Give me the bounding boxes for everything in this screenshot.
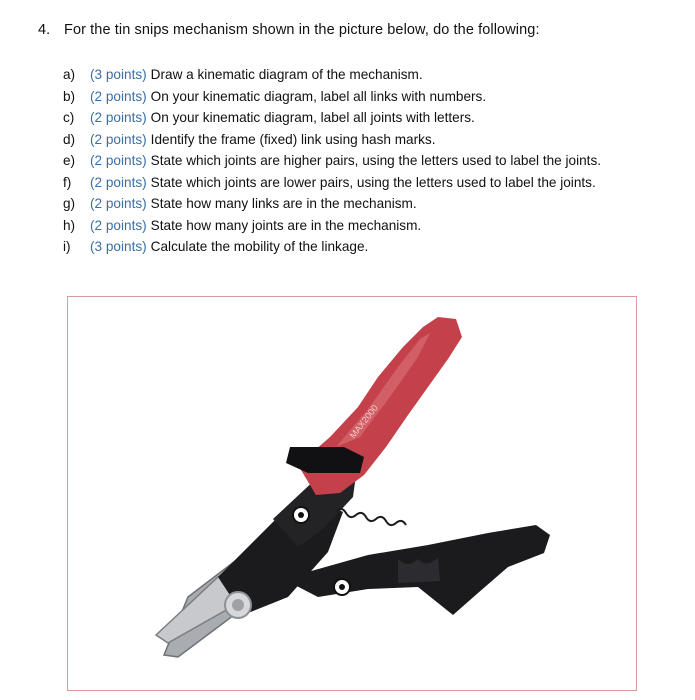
task-letter: i) [63, 239, 71, 254]
return-spring [336, 509, 406, 525]
task-points: (2 points) [90, 131, 147, 147]
task-item-f [63, 172, 601, 194]
task-points: (2 points) [90, 153, 147, 168]
main-pivot-bolt [225, 592, 251, 618]
task-text: State which joints are lower pairs, using the letters used to label the joints. [150, 174, 596, 190]
task-text: State how many links are in the mechanism. [150, 196, 417, 211]
task-list [63, 64, 601, 258]
task-letter: e) [63, 153, 76, 168]
question-header [38, 22, 540, 38]
task-points: (2 points) [90, 174, 147, 190]
lower-rivet [334, 579, 350, 595]
task-text: On your kinematic diagram, label all links with numbers. [150, 88, 487, 104]
task-item-h [63, 215, 601, 237]
task-points: (2 points) [90, 217, 147, 233]
task-item-b [63, 86, 601, 108]
task-letter: a) [63, 67, 76, 82]
task-letter: f) [63, 174, 72, 190]
task-text: Draw a kinematic diagram of the mechanism. [150, 67, 423, 82]
question-number: 4. [38, 22, 51, 38]
task-letter: b) [63, 88, 76, 104]
task-item-a [63, 64, 601, 86]
brand-marking: MAX2000 [347, 402, 380, 441]
task-text: Calculate the mobility of the linkage. [150, 239, 369, 254]
task-points: (2 points) [90, 196, 147, 211]
task-letter: d) [63, 131, 76, 147]
upper-rivet [293, 507, 309, 523]
task-points: (3 points) [90, 67, 147, 82]
task-item-e [63, 150, 601, 172]
task-points: (3 points) [90, 239, 147, 254]
question-prompt: For the tin snips mechanism shown in the picture below, do the following: [64, 22, 540, 38]
task-text: Identify the frame (fixed) link using hash marks. [150, 131, 436, 147]
task-item-g [63, 193, 601, 215]
task-item-c [63, 107, 601, 129]
task-text: State which joints are higher pairs, using the letters used to label the joints. [150, 153, 602, 168]
task-points: (2 points) [90, 88, 147, 104]
tin-snips-figure [67, 296, 637, 691]
task-letter: h) [63, 217, 76, 233]
tin-snips-illustration [68, 297, 637, 691]
task-item-d [63, 129, 601, 151]
task-letter: g) [63, 196, 76, 211]
task-text: State how many joints are in the mechanism. [150, 217, 422, 233]
task-points: (2 points) [90, 110, 147, 125]
task-letter: c) [63, 110, 75, 125]
task-item-i [63, 236, 601, 258]
task-text: On your kinematic diagram, label all joints with letters. [150, 110, 475, 125]
